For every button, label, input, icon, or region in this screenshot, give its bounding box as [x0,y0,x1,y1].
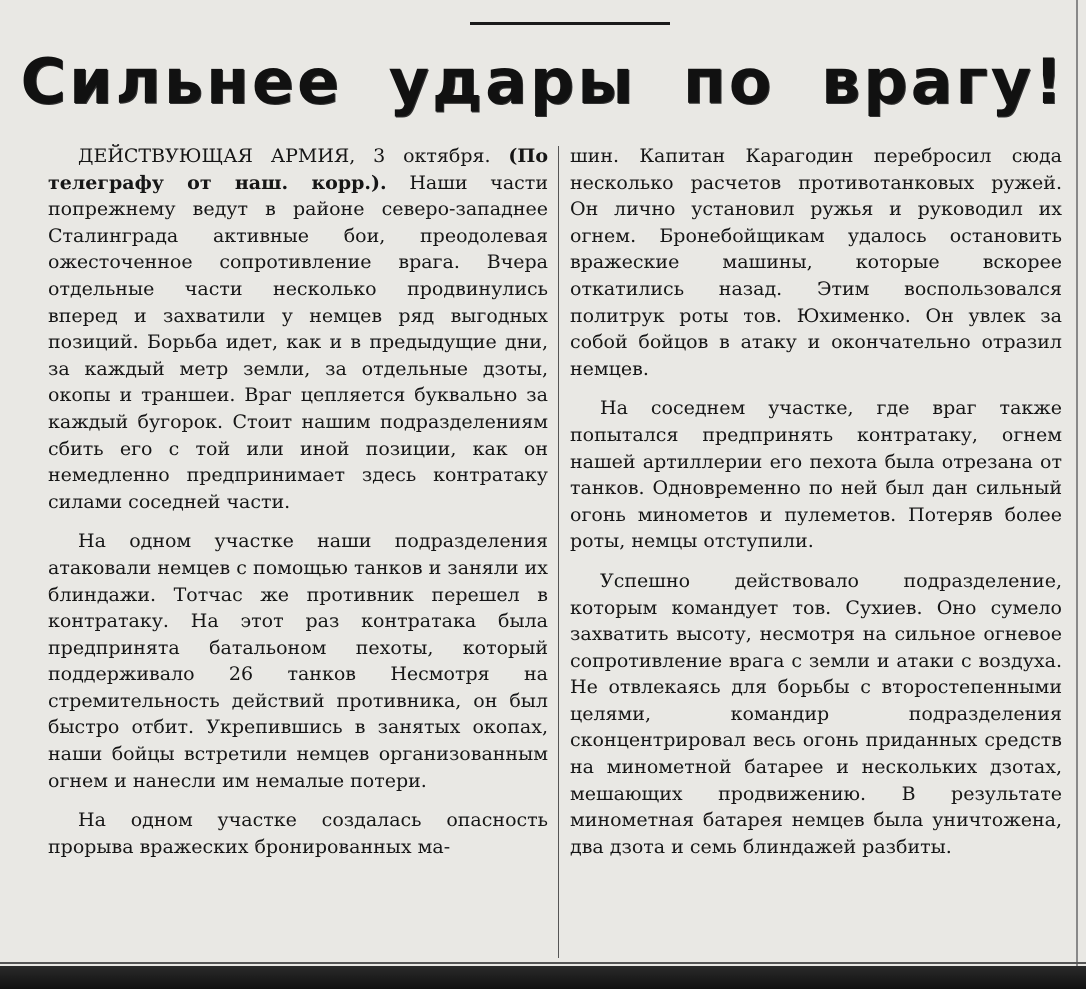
article-paragraph: На соседнем участке, где враг также попытался предпринять контратаку, огнем нашей артиллерии его пехота была отрезана от танков. Одновременно по ней был дан сильный огонь минометов и пулеметов. Потеряв более роты, немцы отступили. [570,397,1062,553]
column-divider [558,146,559,958]
headline: Сильнее удары по врагу! [20,45,1066,118]
article-paragraph: На одном участке создалась опасность прорыва вражеских бронированных ма- [48,809,548,858]
dateline: ДЕЙСТВУЮЩАЯ АРМИЯ, 3 октября. [78,145,491,167]
source-credit: (По телеграфу от наш. корр.). [48,145,548,194]
article-paragraph: Успешно действовало подразделение, которым командует тов. Сухиев. Оно сумело захватить высоту, несмотря на сильное огневое сопротивление врага с земли и атаки с воздуха. Не отвлекаясь для борьбы с второстепенными целями, командир подразделения сконцентрировал весь огонь приданных средств на минометной батарее и нескольких дзотах, мешающих продвижению. В результате минометная батарея немцев была уничтожена, два дзота и семь блиндажей разбиты. [570,569,1062,858]
article-paragraph: На одном участке наши подразделения атаковали немцев с помощью танков и заняли их блиндажи. Тотчас же противник перешел в контратаку. На этот раз контратака была предпринята батальоном пехоты, который поддерживало 26 танков Несмотря на стремительность действий противника, он был быстро отбит. Укрепившись в занятых окопах, наши бойцы встретили немцев организованным огнем и нанесли им немалые потери. [48,530,548,792]
bottom-dark-band [0,966,1086,989]
paragraph-text: Наши части попрежнему ведут в районе северо-западнее Сталинграда активные бои, преодолевая ожесточенное сопротивление врага. Вчера отдельные части несколько продвинулись вперед и захватили у немцев ряд выгодных позиций. Борьба идет, как и в предыдущие дни, за каждый метр земли, за отдельные дзоты, окопы и траншеи. Враг цепляется буквально за каждый бугорок. Стоит нашим подразделениям сбить его с той или иной позиции, как он немедленно предпринимает здесь контратаку силами соседней части. [48,171,548,513]
page-edge-rule [1076,0,1078,989]
article-paragraph [48,143,548,515]
article-paragraph: шин. Капитан Карагодин перебросил сюда несколько расчетов противотанковых ружей. Он лично установил ружья и руководил их огнем. Бронебойщикам удалось остановить вражеские машины, которые вскорее откатились назад. Этим воспользовался политрук роты тов. Юхименко. Он увлек за собой бойцов в атаку и окончательно отразил немцев. [570,145,1062,380]
bottom-rule [0,962,1086,964]
top-rule [470,22,670,25]
article-column-left [48,143,548,860]
article-column-right [570,143,1062,860]
